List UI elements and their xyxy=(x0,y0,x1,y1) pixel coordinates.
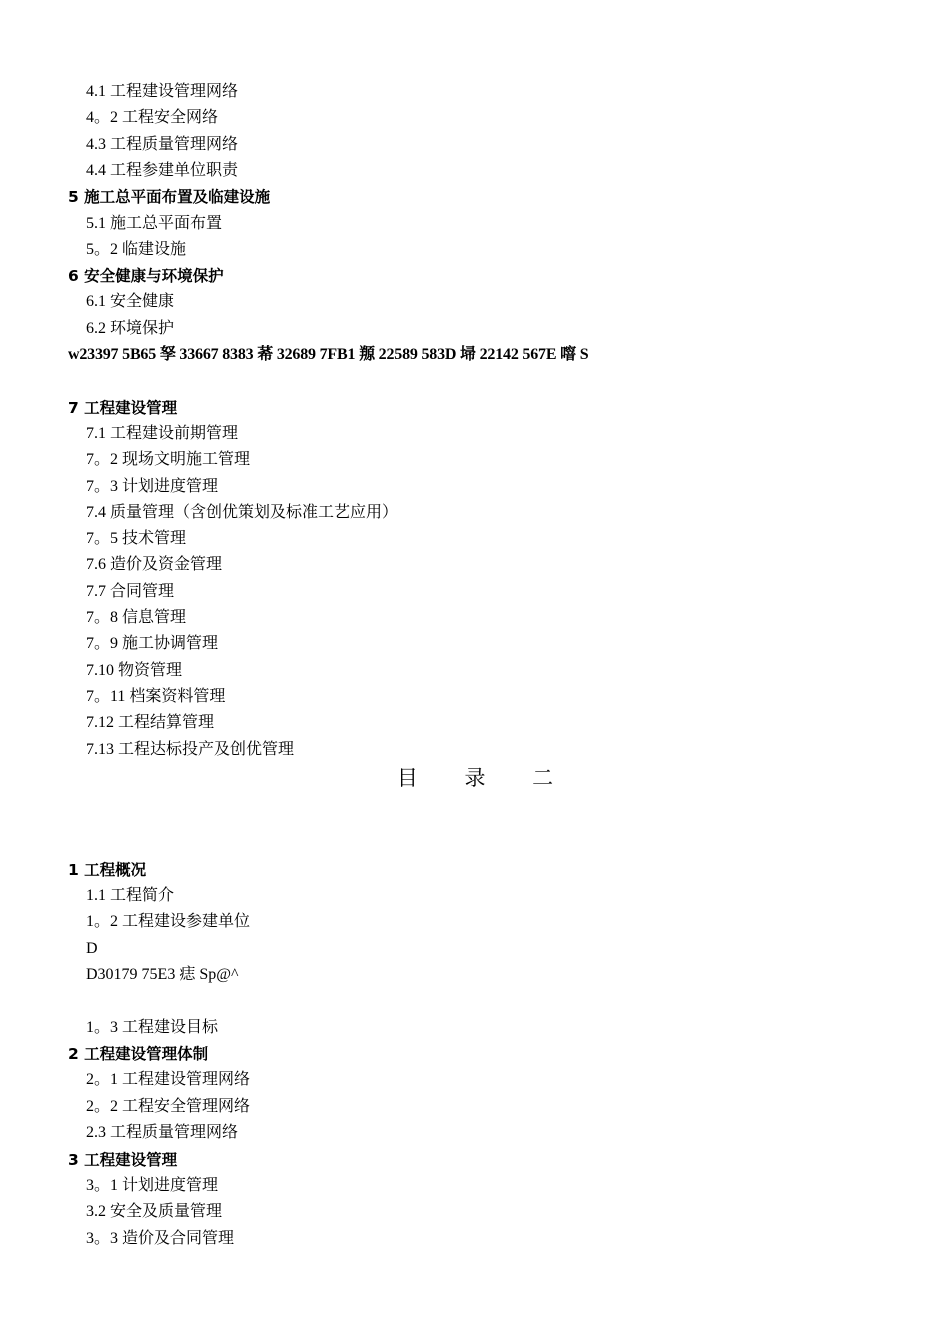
section-title: 目 录 二 xyxy=(396,766,574,790)
toc-entry: 7。11 档案资料管理 xyxy=(86,688,226,705)
toc-entry: 7。3 计划进度管理 xyxy=(86,478,219,495)
toc-entry: 7。8 信息管理 xyxy=(86,609,187,626)
toc-entry: 7.10 物资管理 xyxy=(86,662,183,679)
toc-heading: 7 工程建设管理 xyxy=(68,399,178,417)
garbled-text-line: D xyxy=(86,940,98,957)
toc-heading: 1 工程概况 xyxy=(68,861,147,879)
toc-entry: 2。2 工程安全管理网络 xyxy=(86,1098,251,1115)
toc-entry: 2.3 工程质量管理网络 xyxy=(86,1124,239,1141)
toc-entry: 7。9 施工协调管理 xyxy=(86,635,219,652)
toc-entry: 4.1 工程建设管理网络 xyxy=(86,83,239,100)
toc-entry: 1。3 工程建设目标 xyxy=(86,1019,219,1036)
toc-entry: 3。3 造价及合同管理 xyxy=(86,1230,235,1247)
toc-entry: 3.2 安全及质量管理 xyxy=(86,1203,223,1220)
garbled-text-line: w23397 5B65 孥 33667 8383 莃 32689 7FB1 羱 22589 583D 埽 22142 567E 噾 S xyxy=(68,346,589,363)
toc-heading: 6 安全健康与环境保护 xyxy=(68,267,224,285)
toc-entry: 5。2 临建设施 xyxy=(86,241,187,258)
toc-heading: 3 工程建设管理 xyxy=(68,1151,178,1169)
toc-heading: 2 工程建设管理体制 xyxy=(68,1045,209,1063)
toc-entry: 3。1 计划进度管理 xyxy=(86,1177,219,1194)
toc-entry: 7.7 合同管理 xyxy=(86,583,175,600)
toc-entry: 7.12 工程结算管理 xyxy=(86,714,215,731)
toc-entry: 4.4 工程参建单位职责 xyxy=(86,162,239,179)
toc-entry: 7.13 工程达标投产及创优管理 xyxy=(86,741,295,758)
toc-entry: 2。1 工程建设管理网络 xyxy=(86,1071,251,1088)
toc-entry: 6.2 环境保护 xyxy=(86,320,175,337)
garbled-text-line: D30179 75E3 痣 Sp@^ xyxy=(86,966,239,983)
toc-entry: 4.3 工程质量管理网络 xyxy=(86,136,239,153)
toc-entry: 4。2 工程安全网络 xyxy=(86,109,219,126)
toc-entry: 7.4 质量管理（含创优策划及标准工艺应用） xyxy=(86,504,399,521)
toc-heading: 5 施工总平面布置及临建设施 xyxy=(68,188,271,206)
toc-entry: 7.1 工程建设前期管理 xyxy=(86,425,239,442)
toc-entry: 7。2 现场文明施工管理 xyxy=(86,451,251,468)
toc-entry: 7。5 技术管理 xyxy=(86,530,187,547)
toc-entry: 6.1 安全健康 xyxy=(86,293,175,310)
toc-entry: 1.1 工程简介 xyxy=(86,887,175,904)
toc-entry: 5.1 施工总平面布置 xyxy=(86,215,223,232)
toc-entry: 1。2 工程建设参建单位 xyxy=(86,913,251,930)
toc-entry: 7.6 造价及资金管理 xyxy=(86,556,223,573)
